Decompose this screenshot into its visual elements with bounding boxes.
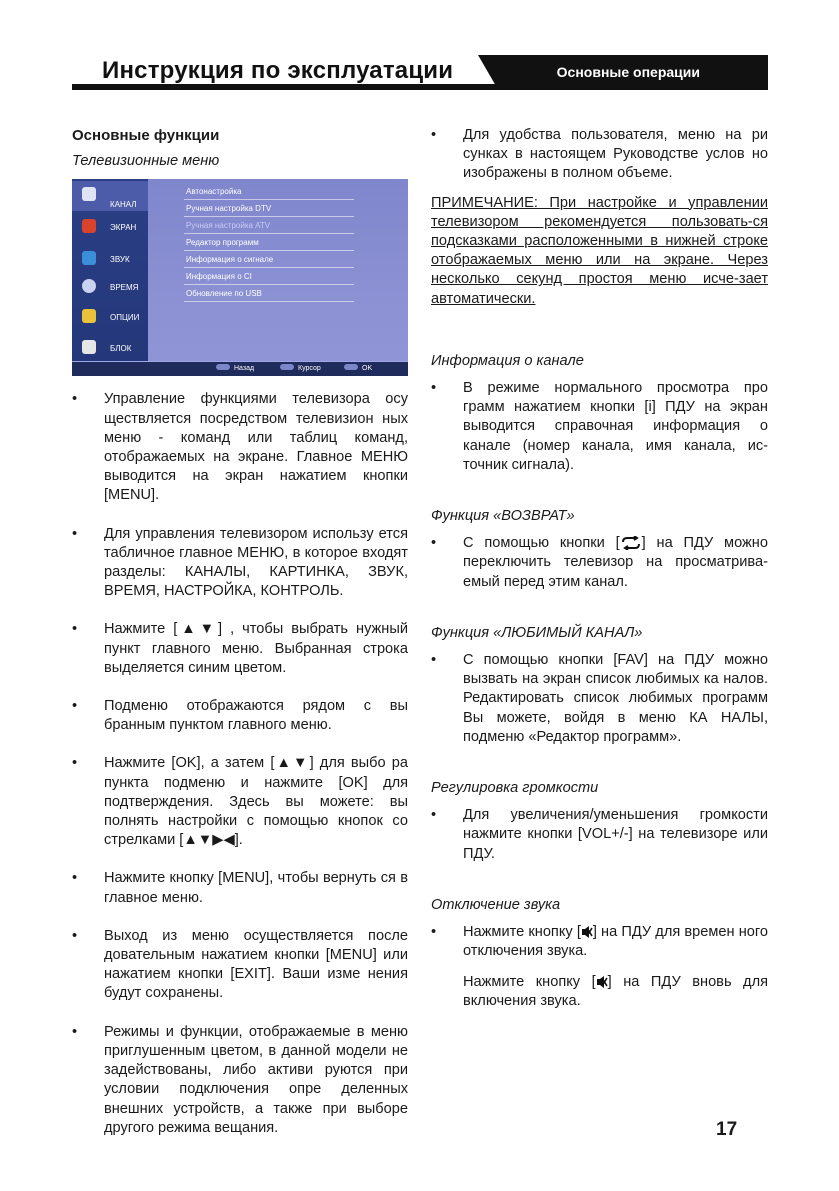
header-title: Инструкция по эксплуатации	[102, 57, 454, 84]
right-column	[431, 126, 768, 1011]
tv-menu-item-screen	[72, 213, 148, 243]
list-item: • Нажмите кнопку [MENU], чтобы вернуть ся в главное меню.	[72, 870, 408, 906]
tv-menu-item-options	[72, 303, 148, 333]
list-item: • Подменю отображаются рядом с вы бранным пунктом главного меню.	[72, 698, 408, 734]
note-text: ПРИМЕЧАНИЕ: При настройке и управлении телевизором рекомендуется пользовать-ся подсказками расположенными в нижней строке отображаемых меню или на экране. Через несколько секунд простоя меню исче-зает автоматически.	[431, 194, 768, 307]
cursor-button-icon	[280, 364, 294, 370]
tv-menu-item-sound	[72, 245, 148, 275]
return-icon	[620, 536, 642, 550]
tv-menu-item-label: ЗВУК	[110, 255, 130, 265]
tv-footer-ok: OK	[344, 364, 372, 374]
page-header	[72, 55, 768, 93]
list-item: • Нажмите кнопку [ ] на ПДУ для времен ного отключения звука.	[431, 924, 768, 960]
list-item: • Нажмите [OK], а затем [▲▼] для выбо ра пункта подменю и нажмите [OK] для подтверждения. Здесь вы можете: вы полнять настройки с помощью кнопок со стрелками [▲▼▶◀].	[72, 755, 408, 849]
section-heading-volume: Регулировка громкости	[431, 780, 599, 797]
tv-menu-item-label: ЭКРАН	[110, 223, 137, 233]
mute-icon	[581, 925, 593, 939]
list-item: • Выход из меню осуществляется после довательным нажатием кнопки [MENU] или нажатием кнопки [EXIT]. Ваши изме нения будут сохранены.	[72, 927, 408, 1002]
picture-icon	[82, 219, 96, 233]
page-number: 17	[716, 1119, 738, 1140]
sound-icon	[82, 251, 96, 265]
list-item: • Управление функциями телевизора осу ществляется посредством телевизион ных меню - команд или таблиц команд, отображаемых на экране. Главное МЕНЮ выводится на экран нажатием кнопки [MENU].	[72, 391, 408, 504]
tv-menu-screenshot	[72, 179, 408, 376]
mute-paragraph: Нажмите кнопку [ ] на ПДУ вновь для включения звука.	[463, 973, 768, 1009]
section-heading-return: Функция «ВОЗВРАТ»	[431, 508, 575, 525]
section-heading-mute: Отключение звука	[431, 896, 561, 913]
tv-submenu-item: Информация о сигнале	[184, 251, 354, 268]
tv-submenu-item: Обновление по USB	[184, 285, 354, 302]
list-item: • Режимы и функции, отображаемые в меню приглушенным цветом, в данной модели не задействованы, либо активи руются при условии подключения опре деленных внешних устройств, а также при выборе другого режима вещания.	[72, 1023, 408, 1136]
tv-submenu-item: Редактор программ	[184, 234, 354, 251]
tv-menu-sidebar	[72, 179, 148, 362]
star-icon	[82, 309, 96, 323]
mute-icon	[596, 975, 608, 989]
tv-menu-item-channel	[72, 181, 148, 211]
list-item: • Для удобства пользователя, меню на ри сунках в настоящем Руководстве услов но изображены в полном объеме.	[431, 127, 768, 182]
tv-submenu-item: Ручная настройка DTV	[184, 200, 354, 217]
tv-submenu-item: Ручная настройка ATV	[184, 217, 354, 234]
tv-menu-item-label: КАНАЛ	[110, 200, 137, 210]
left-column	[72, 126, 408, 1157]
tv-submenu-item: Информация о CI	[184, 268, 354, 285]
tv-menu-item-label: ОПЦИИ	[110, 313, 140, 323]
tv-menu-item-time	[72, 273, 148, 303]
lock-icon	[82, 340, 96, 354]
list-item: • Для увеличения/уменьшения громкости нажмите кнопки [VOL+/-] на телевизоре или ПДУ.	[431, 807, 768, 862]
list-item: • С помощью кнопки [ ] на ПДУ можно переключить телевизор на просматрива-емый перед этим канал.	[431, 535, 768, 590]
list-item: • Нажмите [▲▼] , чтобы выбрать нужный пункт главного меню. Выбранная строка выделяется синим цветом.	[72, 621, 408, 676]
tv-menu-item-label: ВРЕМЯ	[110, 283, 139, 293]
tv-footer-back: Назад	[216, 364, 254, 374]
tv-submenu	[184, 183, 354, 302]
channel-icon	[82, 187, 96, 201]
tv-menu-item-label: БЛОК	[110, 344, 132, 354]
tv-footer-cursor: Курсор	[280, 364, 321, 374]
tv-menu-footer	[72, 361, 408, 376]
section-heading-favorite: Функция «ЛЮБИМЫЙ КАНАЛ»	[431, 624, 643, 641]
clock-icon	[82, 279, 96, 293]
header-section-title: Основные операции	[556, 64, 700, 80]
menu-button-icon	[216, 364, 230, 370]
tv-submenu-item: Автонастройка	[184, 183, 354, 200]
ok-button-icon	[344, 364, 358, 370]
list-item: • В режиме нормального просмотра про грамм нажатием кнопки [i] ПДУ на экран выводится справочная информация о канале (номер канала, имя канала, ис-точник сигнала).	[431, 380, 768, 473]
section-heading: Основные функции	[72, 127, 220, 144]
list-item: • Для управления телевизором использу ется табличное главное МЕНЮ, в которое входят разделы: КАНАЛЫ, КАРТИНКА, ЗВУК, ВРЕМЯ, НАСТРОЙКА, КОНТРОЛЬ.	[72, 525, 408, 600]
section-subheading: Телевизионные меню	[72, 153, 220, 170]
list-item: • С помощью кнопки [FAV] на ПДУ можно вызвать на экран список любимых ка налов. Редактировать список любимых программ Вы можете, войдя в меню КА НАЛЫ, подменю «Редактор программ».	[431, 652, 768, 745]
section-heading-channel-info: Информация о канале	[431, 352, 584, 369]
tv-menu-item-lock	[72, 334, 148, 364]
